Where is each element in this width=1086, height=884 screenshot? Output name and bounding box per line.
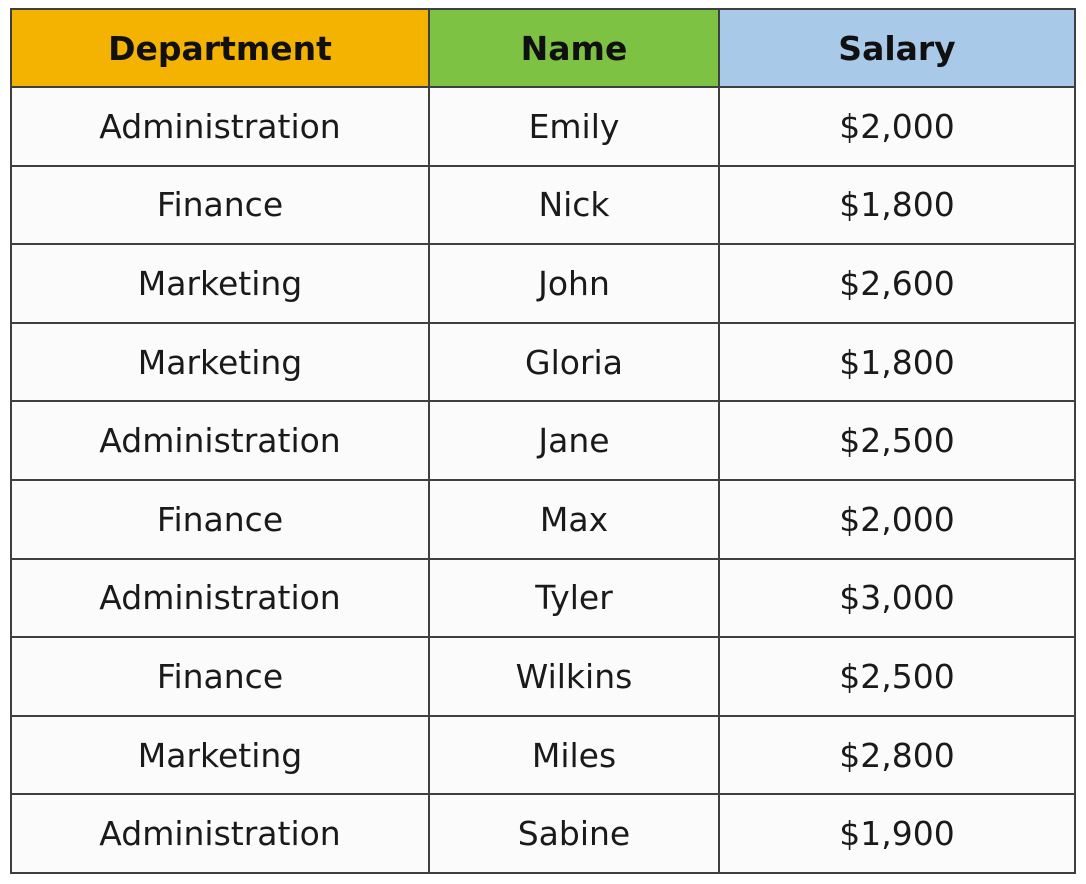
table-row — [11, 480, 1075, 559]
table-row — [11, 323, 1075, 402]
cell-name: Gloria — [429, 323, 719, 402]
cell-department: Marketing — [11, 323, 429, 402]
cell-name: Emily — [429, 87, 719, 166]
cell-name: Miles — [429, 716, 719, 795]
cell-department: Finance — [11, 166, 429, 245]
table-row — [11, 794, 1075, 873]
table-row — [11, 716, 1075, 795]
cell-name: Tyler — [429, 559, 719, 638]
table-row — [11, 87, 1075, 166]
cell-name: Jane — [429, 401, 719, 480]
cell-name: John — [429, 244, 719, 323]
cell-salary: $2,500 — [719, 637, 1075, 716]
salary-table — [10, 8, 1076, 874]
cell-salary: $2,600 — [719, 244, 1075, 323]
cell-department: Marketing — [11, 244, 429, 323]
cell-salary: $2,000 — [719, 87, 1075, 166]
cell-department: Administration — [11, 559, 429, 638]
cell-salary: $3,000 — [719, 559, 1075, 638]
table-header — [11, 9, 1075, 87]
table-header-row — [11, 9, 1075, 87]
cell-salary: $2,000 — [719, 480, 1075, 559]
table-row — [11, 244, 1075, 323]
table-row — [11, 637, 1075, 716]
cell-salary: $1,900 — [719, 794, 1075, 873]
table-row — [11, 401, 1075, 480]
column-header-department: Department — [11, 9, 429, 87]
table-body — [11, 87, 1075, 873]
column-header-name: Name — [429, 9, 719, 87]
cell-department: Finance — [11, 480, 429, 559]
cell-salary: $2,800 — [719, 716, 1075, 795]
cell-salary: $1,800 — [719, 166, 1075, 245]
table-row — [11, 166, 1075, 245]
table-row — [11, 559, 1075, 638]
cell-name: Max — [429, 480, 719, 559]
cell-department: Finance — [11, 637, 429, 716]
cell-salary: $2,500 — [719, 401, 1075, 480]
column-header-salary: Salary — [719, 9, 1075, 87]
cell-name: Wilkins — [429, 637, 719, 716]
cell-name: Nick — [429, 166, 719, 245]
cell-department: Marketing — [11, 716, 429, 795]
cell-salary: $1,800 — [719, 323, 1075, 402]
cell-department: Administration — [11, 401, 429, 480]
cell-department: Administration — [11, 794, 429, 873]
cell-department: Administration — [11, 87, 429, 166]
cell-name: Sabine — [429, 794, 719, 873]
